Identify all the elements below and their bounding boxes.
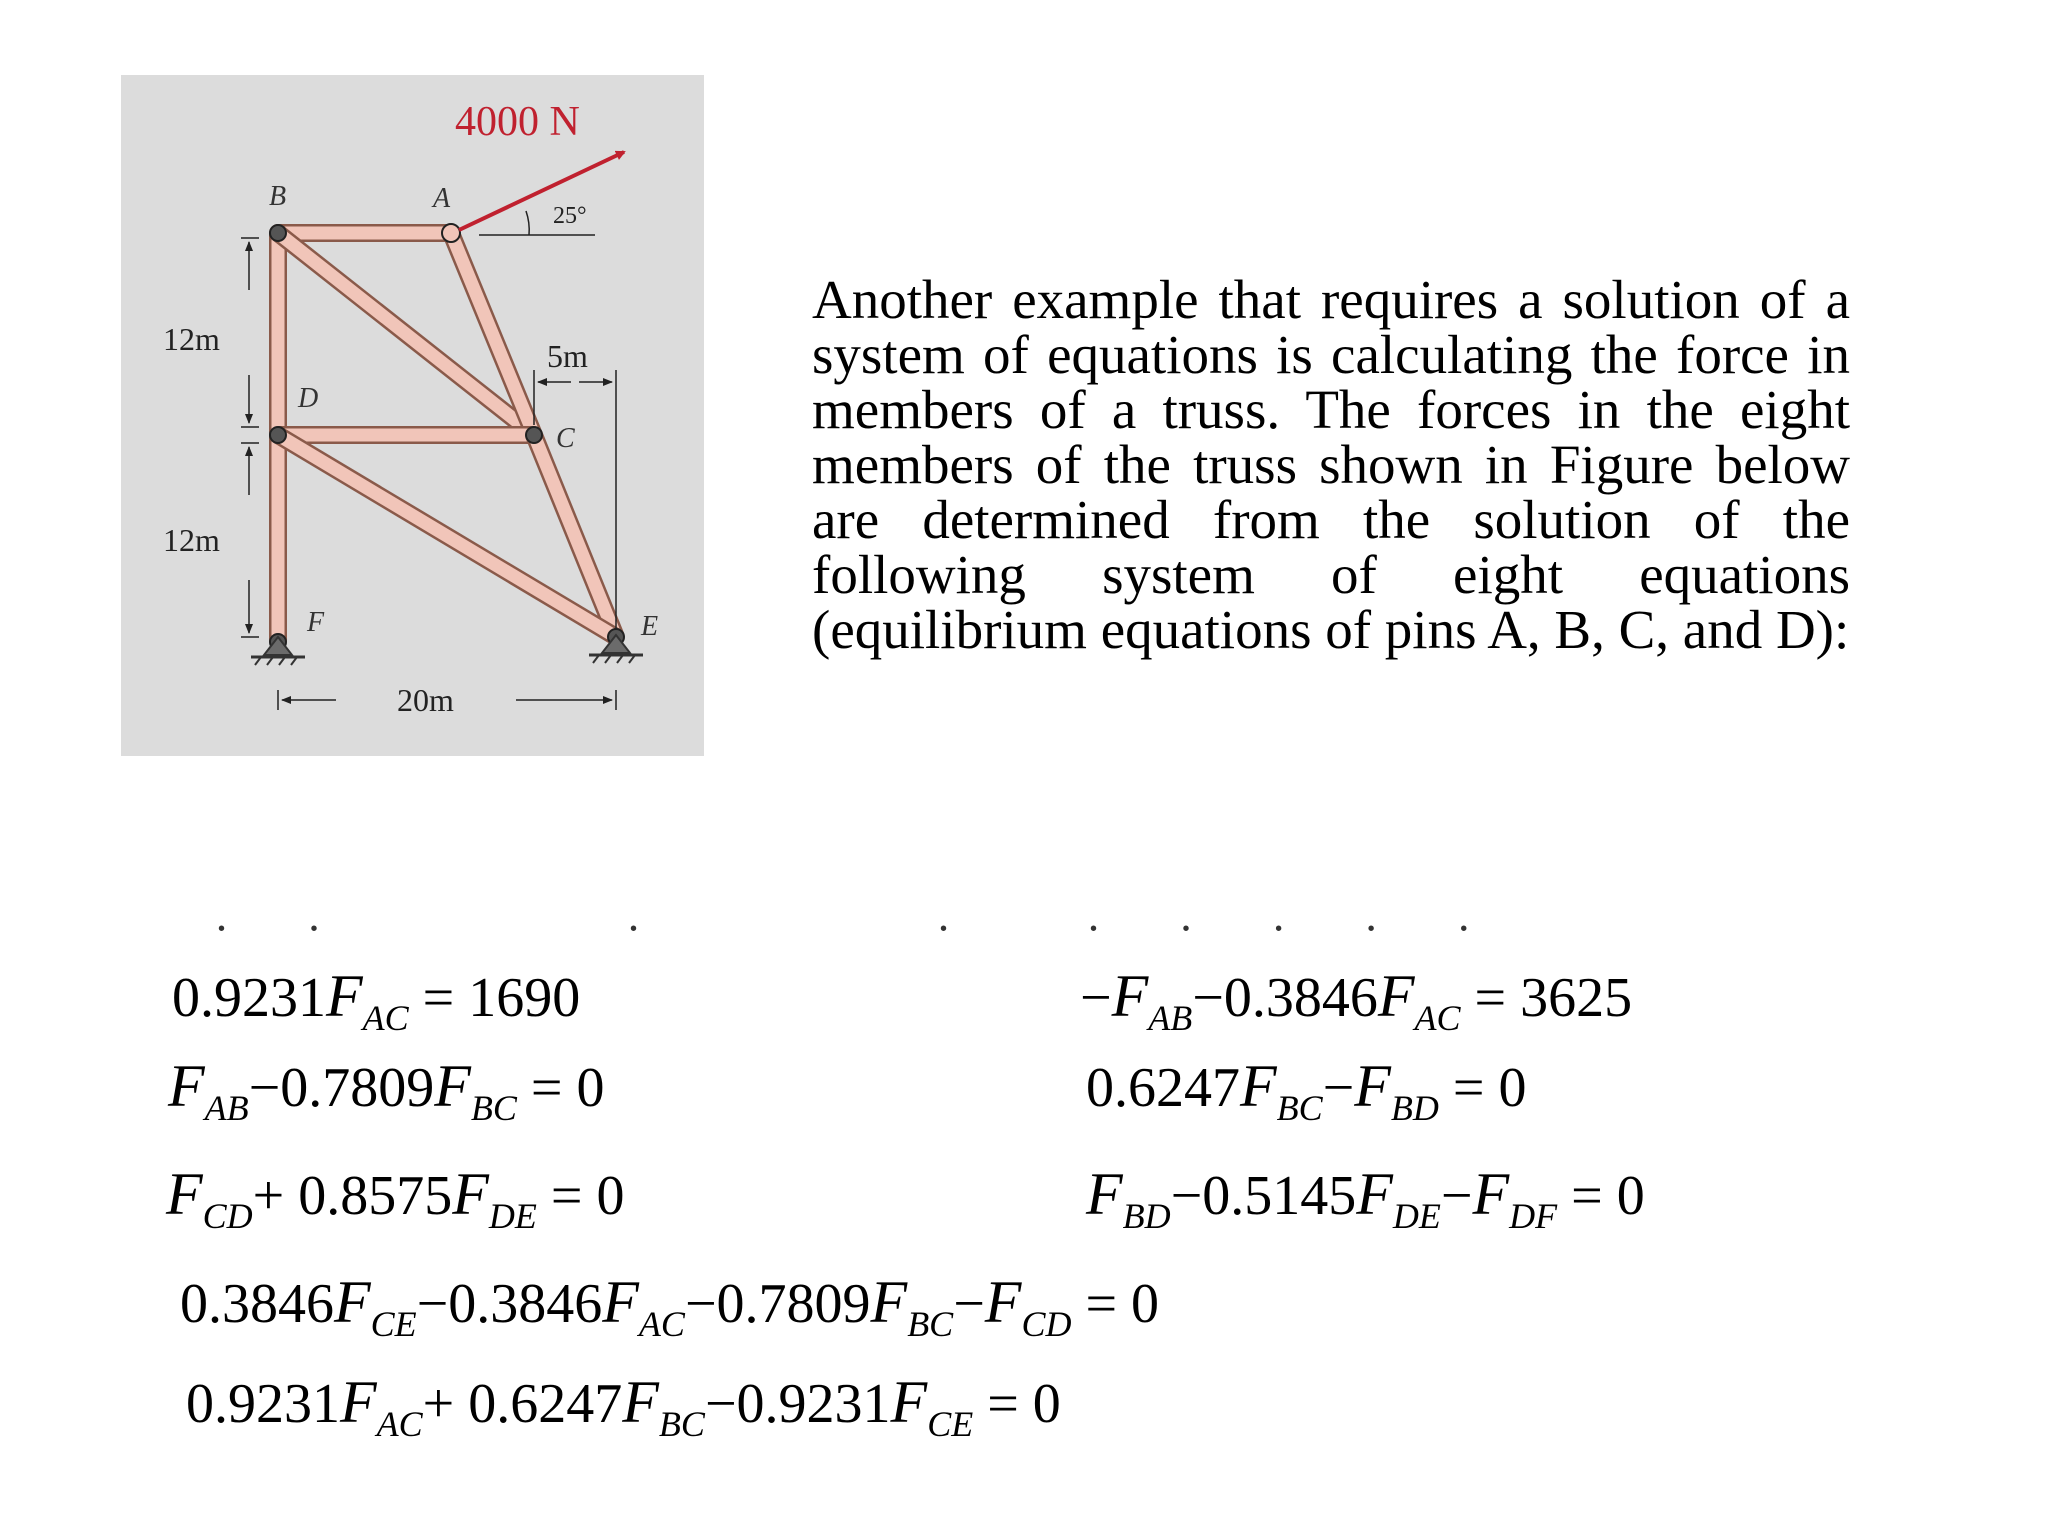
eq1-coef: 0.9231 (172, 967, 326, 1029)
eq5-sub1: CD (202, 1196, 253, 1236)
equation-8 (186, 1368, 1061, 1445)
eq7-rhs: = 0 (1085, 1273, 1160, 1335)
eq7-sub4: CD (1021, 1304, 1072, 1344)
eq7-sign4: − (953, 1273, 985, 1335)
eq6-rhs: = 0 (1571, 1165, 1645, 1227)
eq3-var2: F (434, 1053, 471, 1119)
force-label: 4000 N (455, 99, 580, 145)
eq7-coef3: −0.7809 (684, 1273, 871, 1335)
height-dimension (241, 238, 259, 637)
support-F (251, 637, 305, 665)
eq7-var2: F (602, 1269, 639, 1335)
eq3-coef2: −0.7809 (248, 1057, 435, 1119)
eq2-sign: − (1080, 967, 1112, 1029)
eq6-var2: F (1356, 1161, 1393, 1227)
eq4-var2: F (1354, 1053, 1391, 1119)
eq7-coef1: 0.3846 (180, 1273, 334, 1335)
eq2-var2: F (1377, 963, 1415, 1029)
eq3-sub2: BC (470, 1088, 517, 1128)
cropped-row-mark-center: • (940, 918, 988, 940)
eq6-sign3: − (1440, 1165, 1473, 1227)
eq2-coef2: −0.3846 (1192, 967, 1378, 1029)
dim-lower-height: 12m (163, 522, 220, 558)
equation-3 (168, 1052, 605, 1129)
eq7-coef2: −0.3846 (416, 1273, 603, 1335)
eq8-coef2: + 0.6247 (422, 1373, 623, 1435)
eq4-sign2: − (1322, 1057, 1355, 1119)
eq4-sub2: BD (1390, 1088, 1439, 1128)
eq6-var1: F (1086, 1161, 1123, 1227)
eq1-var: F (326, 963, 363, 1029)
dim-width: 20m (397, 682, 454, 718)
eq2-var1: F (1111, 963, 1149, 1029)
eq1-sub: AC (362, 998, 409, 1038)
eq2-rhs: = 3625 (1474, 967, 1633, 1029)
force-arrow (459, 152, 624, 230)
eq8-sub2: BC (658, 1404, 705, 1444)
eq7-var4: F (984, 1269, 1022, 1335)
node-label-d: D (298, 383, 319, 414)
eq4-var1: F (1240, 1053, 1277, 1119)
eq3-var1: F (168, 1053, 205, 1119)
eq7-sub3: BC (907, 1304, 954, 1344)
node-label-f: F (307, 607, 325, 638)
eq7-var3: F (870, 1269, 908, 1335)
eq6-sub2: DE (1392, 1196, 1441, 1236)
eq8-rhs: = 0 (987, 1373, 1061, 1435)
equation-4 (1086, 1052, 1527, 1129)
eq6-var3: F (1472, 1161, 1510, 1227)
truss-figure (121, 75, 704, 756)
node-label-e: E (641, 611, 659, 642)
eq8-sub1: AC (376, 1404, 423, 1444)
eq8-var1: F (340, 1369, 377, 1435)
eq4-rhs: = 0 (1452, 1057, 1527, 1119)
eq6-coef2: −0.5145 (1170, 1165, 1357, 1227)
eq3-sub1: AB (204, 1088, 249, 1128)
pin-B (270, 225, 286, 241)
eq4-coef1: 0.6247 (1086, 1057, 1240, 1119)
eq5-rhs: = 0 (550, 1165, 625, 1227)
eq4-sub1: BC (1276, 1088, 1323, 1128)
equation-1 (172, 962, 580, 1039)
cropped-row-marks-right: • • • • • (1090, 918, 1508, 940)
eq7-sub2: AC (638, 1304, 685, 1344)
eq3-rhs: = 0 (530, 1057, 605, 1119)
eq6-sub1: BD (1122, 1196, 1171, 1236)
dim-offset: 5m (547, 338, 588, 374)
description-paragraph: Another example that requires a solution of a system of equations is calculating the force in members of a truss. The forces in the eight members of the truss shown in Figure below are determined from the solution of the following system of eight equations (equilibrium equations of pins A, B, C, and D): (812, 269, 1850, 660)
cropped-row-marks-left: • • (218, 918, 358, 940)
eq2-sub1: AB (1148, 998, 1193, 1038)
equation-7 (180, 1268, 1159, 1345)
dim-upper-height: 12m (163, 321, 220, 357)
eq8-coef1: 0.9231 (186, 1373, 340, 1435)
equation-6 (1086, 1160, 1645, 1237)
eq8-coef3: −0.9231 (704, 1373, 891, 1435)
eq8-sub3: CE (927, 1404, 974, 1444)
eq8-var3: F (890, 1369, 928, 1435)
cropped-row-mark-mid: • (630, 918, 678, 940)
equation-2 (1080, 962, 1632, 1039)
eq5-var2: F (452, 1161, 489, 1227)
eq7-var1: F (334, 1269, 371, 1335)
eq5-coef2: + 0.8575 (252, 1165, 453, 1227)
eq1-rhs: = 1690 (422, 967, 581, 1029)
eq7-sub1: CE (370, 1304, 417, 1344)
eq5-var1: F (166, 1161, 203, 1227)
node-label-a: A (433, 183, 451, 214)
angle-label: 25° (553, 203, 587, 229)
node-label-c: C (556, 423, 575, 454)
eq6-sub3: DF (1509, 1196, 1558, 1236)
node-label-b: B (269, 181, 287, 212)
equation-5 (166, 1160, 625, 1237)
pin-D (270, 427, 286, 443)
support-E (589, 635, 643, 663)
truss-diagram (121, 75, 704, 756)
eq8-var2: F (622, 1369, 659, 1435)
angle-arc (526, 211, 529, 235)
eq2-sub2: AC (1414, 998, 1461, 1038)
eq5-sub2: DE (488, 1196, 537, 1236)
pin-A (442, 224, 460, 242)
pin-C (526, 427, 542, 443)
